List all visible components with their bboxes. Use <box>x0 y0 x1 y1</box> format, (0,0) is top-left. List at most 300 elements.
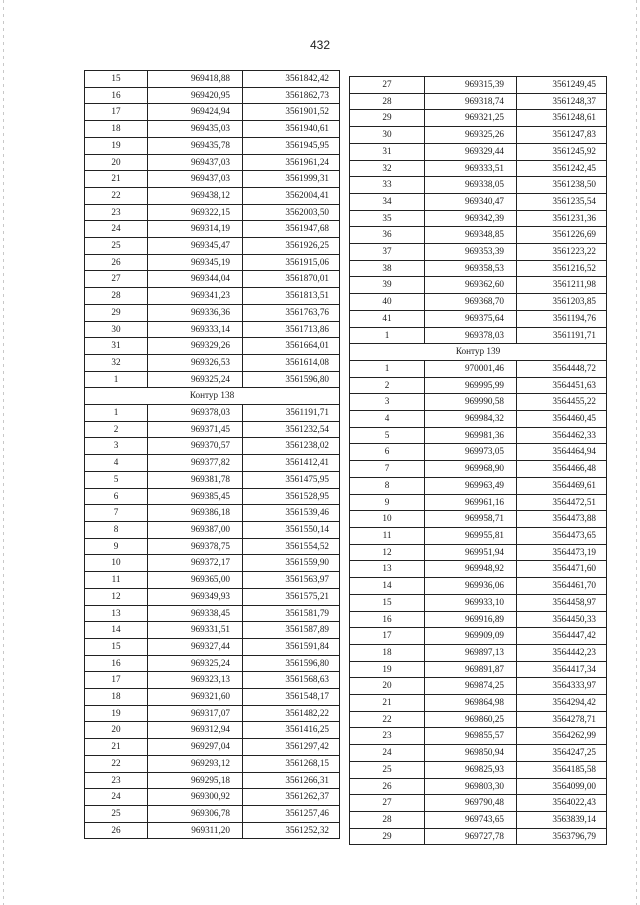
scan-edge-right <box>636 0 637 905</box>
table-row <box>85 405 340 422</box>
table-row <box>350 544 607 561</box>
x-coordinate-cell: 969936,06 <box>425 578 517 595</box>
table-row <box>85 755 340 772</box>
y-coordinate-cell: 3561252,32 <box>243 822 340 839</box>
point-number-cell: 27 <box>350 77 425 94</box>
y-coordinate-cell: 3561947,68 <box>243 221 340 238</box>
y-coordinate-cell: 3564451,63 <box>517 377 607 394</box>
y-coordinate-cell: 3561248,61 <box>517 110 607 127</box>
table-row <box>85 521 340 538</box>
contour-title: Контур 138 <box>85 388 340 405</box>
x-coordinate-cell: 969981,36 <box>425 427 517 444</box>
x-coordinate-cell: 969325,26 <box>425 127 517 144</box>
x-coordinate-cell: 969344,04 <box>148 271 243 288</box>
point-number-cell: 24 <box>85 789 148 806</box>
point-number-cell: 2 <box>350 377 425 394</box>
y-coordinate-cell: 3564460,45 <box>517 411 607 428</box>
y-coordinate-cell: 3561475,95 <box>243 471 340 488</box>
y-coordinate-cell: 3561249,45 <box>517 77 607 94</box>
y-coordinate-cell: 3561268,15 <box>243 755 340 772</box>
y-coordinate-cell: 3564247,25 <box>517 745 607 762</box>
y-coordinate-cell: 3564447,42 <box>517 628 607 645</box>
point-number-cell: 14 <box>85 622 148 639</box>
x-coordinate-cell: 969321,60 <box>148 689 243 706</box>
table-row <box>350 728 607 745</box>
table-row <box>350 494 607 511</box>
table-row <box>85 488 340 505</box>
y-coordinate-cell: 3564262,99 <box>517 728 607 745</box>
x-coordinate-cell: 969325,24 <box>148 371 243 388</box>
point-number-cell: 3 <box>85 438 148 455</box>
table-row <box>85 104 340 121</box>
table-row <box>85 271 340 288</box>
x-coordinate-cell: 969909,09 <box>425 628 517 645</box>
point-number-cell: 29 <box>350 828 425 845</box>
point-number-cell: 16 <box>85 655 148 672</box>
point-number-cell: 9 <box>85 538 148 555</box>
y-coordinate-cell: 3561203,85 <box>517 294 607 311</box>
table-row <box>350 644 607 661</box>
point-number-cell: 22 <box>85 755 148 772</box>
point-number-cell: 26 <box>85 254 148 271</box>
x-coordinate-cell: 969371,45 <box>148 421 243 438</box>
table-row <box>85 87 340 104</box>
point-number-cell: 29 <box>350 110 425 127</box>
point-number-cell: 26 <box>85 822 148 839</box>
x-coordinate-cell: 969961,16 <box>425 494 517 511</box>
table-row <box>350 828 607 845</box>
table-row <box>350 594 607 611</box>
table-row <box>350 427 607 444</box>
x-coordinate-cell: 969727,78 <box>425 828 517 845</box>
y-coordinate-cell: 3564278,71 <box>517 711 607 728</box>
point-number-cell: 7 <box>350 461 425 478</box>
point-number-cell: 31 <box>350 143 425 160</box>
y-coordinate-cell: 3564473,19 <box>517 544 607 561</box>
x-coordinate-cell: 969327,44 <box>148 638 243 655</box>
table-row <box>350 377 607 394</box>
table-row <box>85 187 340 204</box>
table-row <box>350 761 607 778</box>
x-coordinate-cell: 969948,92 <box>425 561 517 578</box>
y-coordinate-cell: 3561901,52 <box>243 104 340 121</box>
point-number-cell: 17 <box>85 672 148 689</box>
point-number-cell: 24 <box>85 221 148 238</box>
point-number-cell: 4 <box>85 455 148 472</box>
x-coordinate-cell: 969743,65 <box>425 811 517 828</box>
point-number-cell: 6 <box>85 488 148 505</box>
point-number-cell: 15 <box>85 71 148 88</box>
point-number-cell: 19 <box>85 705 148 722</box>
table-row <box>350 110 607 127</box>
table-row <box>85 438 340 455</box>
y-coordinate-cell: 3564473,88 <box>517 511 607 528</box>
table-row <box>85 555 340 572</box>
table-row <box>350 210 607 227</box>
y-coordinate-cell: 3564472,51 <box>517 494 607 511</box>
y-coordinate-cell: 3564469,61 <box>517 477 607 494</box>
x-coordinate-cell: 969329,44 <box>425 143 517 160</box>
x-coordinate-cell: 969963,49 <box>425 477 517 494</box>
y-coordinate-cell: 3564462,33 <box>517 427 607 444</box>
x-coordinate-cell: 969850,94 <box>425 745 517 762</box>
x-coordinate-cell: 969365,00 <box>148 572 243 589</box>
y-coordinate-cell: 3562003,50 <box>243 204 340 221</box>
table-row <box>85 204 340 221</box>
table-row <box>350 93 607 110</box>
x-coordinate-cell: 969293,12 <box>148 755 243 772</box>
y-coordinate-cell: 3564450,33 <box>517 611 607 628</box>
x-coordinate-cell: 969973,05 <box>425 444 517 461</box>
point-number-cell: 38 <box>350 260 425 277</box>
x-coordinate-cell: 969916,89 <box>425 611 517 628</box>
x-coordinate-cell: 969312,94 <box>148 722 243 739</box>
y-coordinate-cell: 3561559,90 <box>243 555 340 572</box>
point-number-cell: 14 <box>350 578 425 595</box>
point-number-cell: 3 <box>350 394 425 411</box>
point-number-cell: 33 <box>350 177 425 194</box>
x-coordinate-cell: 969300,92 <box>148 789 243 806</box>
y-coordinate-cell: 3562004,41 <box>243 187 340 204</box>
x-coordinate-cell: 969306,78 <box>148 805 243 822</box>
y-coordinate-cell: 3564185,58 <box>517 761 607 778</box>
table-row <box>350 277 607 294</box>
x-coordinate-cell: 969345,19 <box>148 254 243 271</box>
table-row <box>350 628 607 645</box>
point-number-cell: 8 <box>350 477 425 494</box>
x-coordinate-cell: 969386,18 <box>148 505 243 522</box>
table-row <box>85 505 340 522</box>
contour-header-row <box>85 388 340 405</box>
point-number-cell: 12 <box>350 544 425 561</box>
point-number-cell: 22 <box>85 187 148 204</box>
y-coordinate-cell: 3564333,97 <box>517 678 607 695</box>
point-number-cell: 12 <box>85 588 148 605</box>
point-number-cell: 1 <box>85 371 148 388</box>
x-coordinate-cell: 969378,75 <box>148 538 243 555</box>
y-coordinate-cell: 3561216,52 <box>517 260 607 277</box>
x-coordinate-cell: 969358,53 <box>425 260 517 277</box>
y-coordinate-cell: 3561813,51 <box>243 288 340 305</box>
x-coordinate-cell: 969435,78 <box>148 137 243 154</box>
y-coordinate-cell: 3561231,36 <box>517 210 607 227</box>
y-coordinate-cell: 3564099,00 <box>517 778 607 795</box>
y-coordinate-cell: 3561548,17 <box>243 689 340 706</box>
point-number-cell: 36 <box>350 227 425 244</box>
x-coordinate-cell: 969437,03 <box>148 171 243 188</box>
point-number-cell: 17 <box>85 104 148 121</box>
point-number-cell: 6 <box>350 444 425 461</box>
table-row <box>85 588 340 605</box>
y-coordinate-cell: 3561232,54 <box>243 421 340 438</box>
point-number-cell: 27 <box>350 795 425 812</box>
x-coordinate-cell: 969803,30 <box>425 778 517 795</box>
x-coordinate-cell: 969955,81 <box>425 527 517 544</box>
point-number-cell: 17 <box>350 628 425 645</box>
y-coordinate-cell: 3561262,37 <box>243 789 340 806</box>
point-number-cell: 24 <box>350 745 425 762</box>
x-coordinate-cell: 969338,45 <box>148 605 243 622</box>
point-number-cell: 32 <box>350 160 425 177</box>
x-coordinate-cell: 969317,07 <box>148 705 243 722</box>
table-row <box>350 444 607 461</box>
point-number-cell: 21 <box>350 695 425 712</box>
point-number-cell: 5 <box>350 427 425 444</box>
x-coordinate-cell: 969338,05 <box>425 177 517 194</box>
table-row <box>85 154 340 171</box>
y-coordinate-cell: 3564471,60 <box>517 561 607 578</box>
point-number-cell: 16 <box>350 611 425 628</box>
table-row <box>85 772 340 789</box>
x-coordinate-cell: 969333,14 <box>148 321 243 338</box>
table-row <box>85 789 340 806</box>
y-coordinate-cell: 3561581,79 <box>243 605 340 622</box>
y-coordinate-cell: 3564294,42 <box>517 695 607 712</box>
table-row <box>350 127 607 144</box>
table-row <box>85 622 340 639</box>
table-row <box>350 578 607 595</box>
y-coordinate-cell: 3561713,86 <box>243 321 340 338</box>
table-row <box>350 611 607 628</box>
table-row <box>85 288 340 305</box>
x-coordinate-cell: 969315,39 <box>425 77 517 94</box>
point-number-cell: 40 <box>350 294 425 311</box>
x-coordinate-cell: 969385,45 <box>148 488 243 505</box>
x-coordinate-cell: 969340,47 <box>425 193 517 210</box>
y-coordinate-cell: 3561842,42 <box>243 71 340 88</box>
point-number-cell: 9 <box>350 494 425 511</box>
table-row <box>350 143 607 160</box>
table-row <box>85 605 340 622</box>
table-row <box>85 421 340 438</box>
x-coordinate-cell: 969990,58 <box>425 394 517 411</box>
table-row <box>85 304 340 321</box>
y-coordinate-cell: 3561862,73 <box>243 87 340 104</box>
table-row <box>350 811 607 828</box>
point-number-cell: 29 <box>85 304 148 321</box>
y-coordinate-cell: 3564466,48 <box>517 461 607 478</box>
x-coordinate-cell: 969372,17 <box>148 555 243 572</box>
y-coordinate-cell: 3561664,01 <box>243 338 340 355</box>
point-number-cell: 28 <box>85 288 148 305</box>
point-number-cell: 1 <box>350 327 425 344</box>
x-coordinate-cell: 969336,36 <box>148 304 243 321</box>
table-row <box>85 655 340 672</box>
table-row <box>85 254 340 271</box>
table-row <box>350 160 607 177</box>
x-coordinate-cell: 969348,85 <box>425 227 517 244</box>
x-coordinate-cell: 969314,19 <box>148 221 243 238</box>
y-coordinate-cell: 3561550,14 <box>243 521 340 538</box>
point-number-cell: 10 <box>350 511 425 528</box>
contour-title: Контур 139 <box>350 344 607 361</box>
point-number-cell: 35 <box>350 210 425 227</box>
x-coordinate-cell: 969362,60 <box>425 277 517 294</box>
x-coordinate-cell: 969435,03 <box>148 121 243 138</box>
y-coordinate-cell: 3561257,46 <box>243 805 340 822</box>
x-coordinate-cell: 969377,82 <box>148 455 243 472</box>
x-coordinate-cell: 969368,70 <box>425 294 517 311</box>
point-number-cell: 23 <box>85 772 148 789</box>
x-coordinate-cell: 969341,23 <box>148 288 243 305</box>
point-number-cell: 19 <box>85 137 148 154</box>
x-coordinate-cell: 969318,74 <box>425 93 517 110</box>
x-coordinate-cell: 969321,25 <box>425 110 517 127</box>
y-coordinate-cell: 3564473,65 <box>517 527 607 544</box>
y-coordinate-cell: 3561245,92 <box>517 143 607 160</box>
y-coordinate-cell: 3561412,41 <box>243 455 340 472</box>
y-coordinate-cell: 3561926,25 <box>243 238 340 255</box>
point-number-cell: 30 <box>85 321 148 338</box>
y-coordinate-cell: 3561563,97 <box>243 572 340 589</box>
table-row <box>350 310 607 327</box>
x-coordinate-cell: 969958,71 <box>425 511 517 528</box>
point-number-cell: 18 <box>85 689 148 706</box>
y-coordinate-cell: 3561596,80 <box>243 655 340 672</box>
y-coordinate-cell: 3561587,89 <box>243 622 340 639</box>
x-coordinate-cell: 969420,95 <box>148 87 243 104</box>
point-number-cell: 2 <box>85 421 148 438</box>
x-coordinate-cell: 969418,88 <box>148 71 243 88</box>
table-row <box>85 171 340 188</box>
y-coordinate-cell: 3564458,97 <box>517 594 607 611</box>
point-number-cell: 37 <box>350 244 425 261</box>
table-row <box>85 705 340 722</box>
x-coordinate-cell: 969933,10 <box>425 594 517 611</box>
y-coordinate-cell: 3564442,23 <box>517 644 607 661</box>
x-coordinate-cell: 969295,18 <box>148 772 243 789</box>
table-row <box>350 695 607 712</box>
table-row <box>350 661 607 678</box>
point-number-cell: 1 <box>350 360 425 377</box>
point-number-cell: 23 <box>350 728 425 745</box>
table-row <box>350 327 607 344</box>
table-row <box>85 538 340 555</box>
point-number-cell: 23 <box>85 204 148 221</box>
table-row <box>350 461 607 478</box>
y-coordinate-cell: 3561915,06 <box>243 254 340 271</box>
x-coordinate-cell: 969437,03 <box>148 154 243 171</box>
x-coordinate-cell: 969325,24 <box>148 655 243 672</box>
y-coordinate-cell: 3564022,43 <box>517 795 607 812</box>
y-coordinate-cell: 3561528,95 <box>243 488 340 505</box>
y-coordinate-cell: 3561596,80 <box>243 371 340 388</box>
table-row <box>85 121 340 138</box>
x-coordinate-cell: 969323,13 <box>148 672 243 689</box>
x-coordinate-cell: 969864,98 <box>425 695 517 712</box>
table-row <box>350 177 607 194</box>
y-coordinate-cell: 3561763,76 <box>243 304 340 321</box>
y-coordinate-cell: 3561247,83 <box>517 127 607 144</box>
x-coordinate-cell: 969333,51 <box>425 160 517 177</box>
table-row <box>85 321 340 338</box>
point-number-cell: 10 <box>85 555 148 572</box>
table-row <box>85 672 340 689</box>
y-coordinate-cell: 3561297,42 <box>243 739 340 756</box>
y-coordinate-cell: 3561223,22 <box>517 244 607 261</box>
point-number-cell: 20 <box>85 154 148 171</box>
point-number-cell: 18 <box>350 644 425 661</box>
point-number-cell: 11 <box>85 572 148 589</box>
table-row <box>350 527 607 544</box>
x-coordinate-cell: 969984,32 <box>425 411 517 428</box>
y-coordinate-cell: 3563796,79 <box>517 828 607 845</box>
x-coordinate-cell: 969874,25 <box>425 678 517 695</box>
y-coordinate-cell: 3561235,54 <box>517 193 607 210</box>
y-coordinate-cell: 3561248,37 <box>517 93 607 110</box>
point-number-cell: 11 <box>350 527 425 544</box>
point-number-cell: 26 <box>350 778 425 795</box>
point-number-cell: 25 <box>350 761 425 778</box>
y-coordinate-cell: 3561194,76 <box>517 310 607 327</box>
point-number-cell: 19 <box>350 661 425 678</box>
point-number-cell: 34 <box>350 193 425 210</box>
x-coordinate-cell: 970001,46 <box>425 360 517 377</box>
x-coordinate-cell: 969297,04 <box>148 739 243 756</box>
scan-edge-left <box>3 0 4 905</box>
x-coordinate-cell: 969387,00 <box>148 521 243 538</box>
table-row <box>350 711 607 728</box>
x-coordinate-cell: 969438,12 <box>148 187 243 204</box>
table-row <box>85 354 340 371</box>
table-row <box>350 260 607 277</box>
y-coordinate-cell: 3564455,22 <box>517 394 607 411</box>
point-number-cell: 31 <box>85 338 148 355</box>
point-number-cell: 22 <box>350 711 425 728</box>
y-coordinate-cell: 3561568,63 <box>243 672 340 689</box>
table-row <box>350 678 607 695</box>
y-coordinate-cell: 3564448,72 <box>517 360 607 377</box>
y-coordinate-cell: 3561266,31 <box>243 772 340 789</box>
table-row <box>85 371 340 388</box>
table-row <box>350 360 607 377</box>
x-coordinate-cell: 969370,57 <box>148 438 243 455</box>
y-coordinate-cell: 3561191,71 <box>243 405 340 422</box>
x-coordinate-cell: 969424,94 <box>148 104 243 121</box>
point-number-cell: 8 <box>85 521 148 538</box>
table-row <box>350 745 607 762</box>
x-coordinate-cell: 969311,20 <box>148 822 243 839</box>
point-number-cell: 28 <box>350 811 425 828</box>
y-coordinate-cell: 3561591,84 <box>243 638 340 655</box>
x-coordinate-cell: 969331,51 <box>148 622 243 639</box>
point-number-cell: 39 <box>350 277 425 294</box>
table-row <box>350 77 607 94</box>
contour-header-row <box>350 344 607 361</box>
table-row <box>85 471 340 488</box>
y-coordinate-cell: 3561191,71 <box>517 327 607 344</box>
page-number: 432 <box>309 38 331 52</box>
y-coordinate-cell: 3561539,46 <box>243 505 340 522</box>
x-coordinate-cell: 969378,03 <box>148 405 243 422</box>
table-row <box>85 71 340 88</box>
table-row <box>350 193 607 210</box>
x-coordinate-cell: 969855,57 <box>425 728 517 745</box>
x-coordinate-cell: 969345,47 <box>148 238 243 255</box>
x-coordinate-cell: 969825,93 <box>425 761 517 778</box>
point-number-cell: 20 <box>350 678 425 695</box>
x-coordinate-cell: 969329,26 <box>148 338 243 355</box>
x-coordinate-cell: 969897,13 <box>425 644 517 661</box>
table-row <box>350 477 607 494</box>
table-row <box>85 722 340 739</box>
table-row <box>350 411 607 428</box>
y-coordinate-cell: 3561945,95 <box>243 137 340 154</box>
x-coordinate-cell: 969326,53 <box>148 354 243 371</box>
y-coordinate-cell: 3561614,08 <box>243 354 340 371</box>
x-coordinate-cell: 969353,39 <box>425 244 517 261</box>
point-number-cell: 7 <box>85 505 148 522</box>
